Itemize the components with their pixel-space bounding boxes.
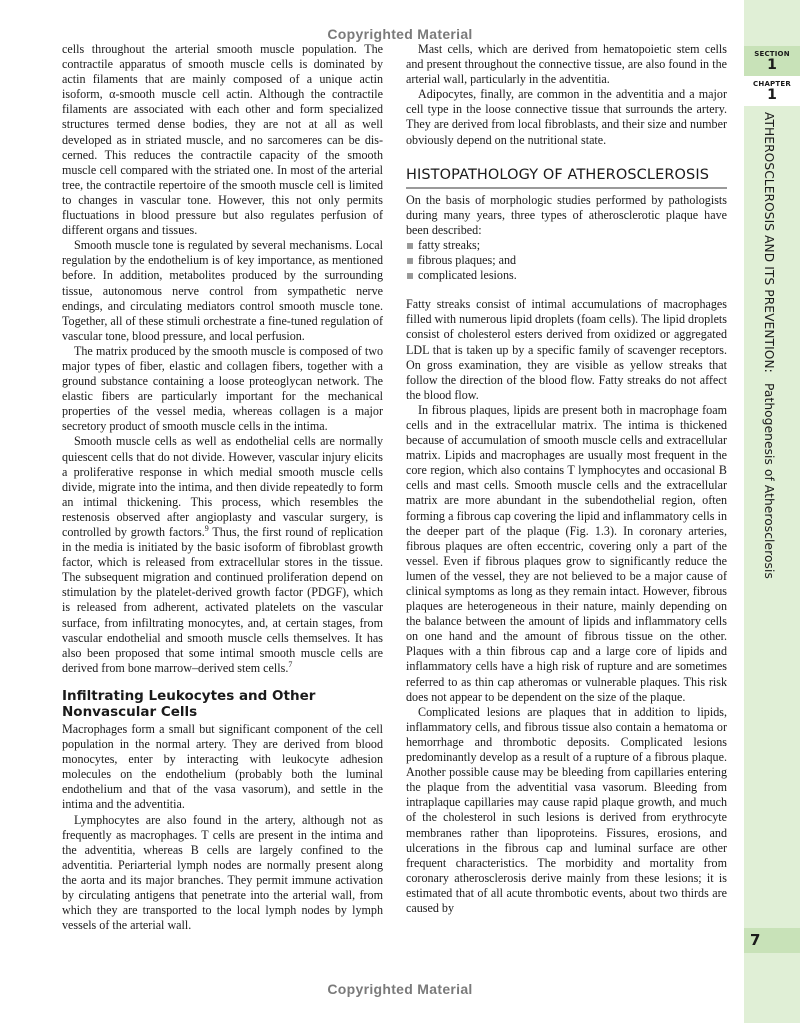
paragraph: Complicated lesions are plaques that in addition to lipids, inflammatory cells, and fibrous tissue also contain a hematoma or hemorrhage and thrombotic deposits. Complicated lesions predominantly develop as a result of a rupture of a fibrous plaque. Another possible cause may be bleeding from capillaries entering the plaque from the adventitial vasa vasorum. Bleeding from intraplaque capillaries may cause rapid plaque growth, and much of the cholesterol in such lesions is derived from erythrocyte membranes rather than lipoproteins. Fissures, erosions, and ulcerations in the fibrous cap and luminal surface are other frequent characteristics. The morbidity and mortality from coronary atherosclerosis derive mainly from these lesions; it is estimated that of all acute thrombotic events, about two thirds are caused by (406, 704, 727, 915)
chapter-number: 1 (767, 87, 777, 103)
list-item: complicated lesions. (406, 268, 727, 283)
paragraph: The matrix produced by the smooth muscle is composed of two major types of fiber, elastic and collagen fibers, together with a ground substance containing a loose proteoglycan network. The elastic fibers are particularly important for the mechanical properties of the vessel media, whereas collagen is a major secretory product of smooth muscle cells in the intima. (62, 343, 383, 434)
paragraph: Smooth muscle tone is regulated by several mechanisms. Local regulation by the endothelium is of key importance, as mentioned before. In addition, metabolites produced by the surrounding tissue, autonomous nerve control from sympathetic nerve endings, and circulating mediators control smooth muscle tone. Together, all of these stimuli orchestrate a fine-tuned regulation of vascular tone, blood pressure, and local perfusion. (62, 238, 383, 343)
plaque-types-list (406, 238, 727, 283)
paragraph: Adipocytes, finally, are common in the adventitia and a major cell type in the loose connective tissue that surrounds the artery. They are derived from local fibroblasts, and their size and number obviously depend on the nutritional state. (406, 87, 727, 147)
paragraph: cells throughout the arterial smooth muscle population. The contractile apparatus of smooth muscle cells is dominated by actin filaments that are mainly composed of a unique actin isoform, α-smooth muscle cell actin. Although the contractile filaments are associated with each other and form specialized structures termed dense bodies, they are not at all as well developed as in striated muscle, and no sarcomeres can be discerned. This reduces the contractile capacity of the smooth muscle cell compared with the striated one. In most of the arterial tree, the contractile repertoire of the smooth muscle cell is limited to changes in vascular tone. However, this not only permits fluctuations in blood pressure but also regulates perfusion of different organs and tissues. (62, 42, 383, 238)
paragraph-text: Thus, the first round of replication in the media is initiated by the basic isoform of fibroblast growth factor, which is released from extracellular stores in the tissue. The subsequent migration and continued proliferation depend on stimulation by the platelet-derived growth factor (PDGF), which is released from adherent, activated platelets on the vascular surface, from infiltrating monocytes, and, at certain stages, from vascular endothelial and smooth muscle cells themselves. It has also been proposed that some intimal smooth muscle cells are derived from bone marrow–derived stem cells. (62, 525, 383, 675)
paragraph-text: Smooth muscle cells as well as endothelial cells are normally quiescent cells that do not divide. However, vascular injury elicits a proliferative response in which medial smooth muscle cells divide, migrate into the intima, and then divide repeatedly to form an intimal thickening. This process, which resembles the restenosis observed after angioplasty and vascular surgery, is controlled by growth factors. (62, 434, 383, 539)
paragraph: Macrophages form a small but significant component of the cell population in the normal artery. They are derived from blood monocytes, enter by interacting with leukocyte adhesion molecules on the endothelium (probably both the luminal endothelium and that of the vasa vasorum), and settle in the intima and the adventitia. (62, 721, 383, 812)
chapter-side-tab (744, 0, 800, 1023)
copyright-watermark-bottom: Copyrighted Material (327, 981, 473, 997)
section-label: SECTION (754, 50, 790, 58)
copyright-watermark-top: Copyrighted Material (327, 26, 473, 42)
paragraph: In fibrous plaques, lipids are present both in macrophage foam cells and in the extracellular matrix. The intima is thickened because of accumulation of smooth muscle cells and extracellular matrix. Lipids and macrophages are usually most frequent in the core region, which also contains T lymphocytes and occasional B cells and mast cells. Smooth muscle cells and the extracellular matrix are more abundant in the subendothelial region, often forming a fibrous cap covering the lipid and inflammatory cells in the deeper part of the plaque (Fig. 1.3). In coronary arteries, fibrous plaques are often eccentric, covering only a part of the vessel. Even if fibrous plaques grow to significantly reduce the lumen of the vessel, they are not believed to be a major cause of clinical symptoms as long as they remain intact. However, fibrous plaques are heterogeneous in their nature, mainly depending on the balance between the amount of lipids and inflammatory cells on one hand and the amount of fibrous tissue on the other. Plaques with a thin fibrous cap and a large core of lipids and inflammatory cells have a high risk of rupture and are sometimes referred to as thin cap atheromas or vulnerable plaques. This risk does not appear to be dependent on the size of the plaque. (406, 402, 727, 704)
paragraph: Lymphocytes are also found in the artery, although not as frequently as macrophages. T cells are present in the intima and the adventitia, whereas B cells are largely confined to the adventitia. Periarterial lymph nodes are normally present along the aorta and its major branches. They permit immune activation by circulating antigens that penetrate into the arterial wall, from which they are transported to the local lymph nodes by lymph vessels of the arterial wall. (62, 812, 383, 933)
reference-superscript: 7 (288, 659, 293, 669)
paragraph (62, 434, 383, 676)
right-column (406, 42, 727, 916)
running-title-sub: Pathogenesis of Atherosclerosis (762, 382, 776, 579)
square-bullet-icon (407, 258, 413, 264)
list-item: fatty streaks; (406, 238, 727, 253)
running-title (762, 112, 776, 579)
list-item: fibrous plaques; and (406, 253, 727, 268)
paragraph: On the basis of morphologic studies performed by pathologists during many years, three types of atherosclerotic plaque have been described: (406, 192, 727, 237)
page-number-box (744, 928, 800, 953)
subsection-heading: Infiltrating Leukocytes and Other Nonvascular Cells (62, 687, 316, 721)
running-title-main: ATHEROSCLEROSIS AND ITS PREVENTION: (762, 112, 776, 373)
chapter-label: CHAPTER (753, 80, 791, 88)
paragraph: Fatty streaks consist of intimal accumulations of macrophages filled with numerous lipid droplets (foam cells). The lipid droplets consist of cholesterol esters derived from oxidized or aggregated LDL that is taken up by a specific family of scavenger receptors. On gross examination, they are visible as yellow streaks that follow the direction of the blood flow. Fatty streaks do not affect the blood flow. (406, 297, 727, 402)
paragraph: Mast cells, which are derived from hematopoietic stem cells and present throughout the connective tissue, are also found in the arterial wall, particularly in the adventitia. (406, 42, 727, 87)
square-bullet-icon (407, 243, 413, 249)
chapter-indicator (744, 76, 800, 106)
section-heading: HISTOPATHOLOGY OF ATHEROSCLEROSIS (406, 166, 727, 189)
section-indicator (744, 46, 800, 76)
section-number: 1 (767, 57, 777, 73)
reference-superscript: 9 (204, 523, 209, 533)
square-bullet-icon (407, 273, 413, 279)
page-number: 7 (750, 931, 761, 949)
left-column (62, 42, 383, 933)
